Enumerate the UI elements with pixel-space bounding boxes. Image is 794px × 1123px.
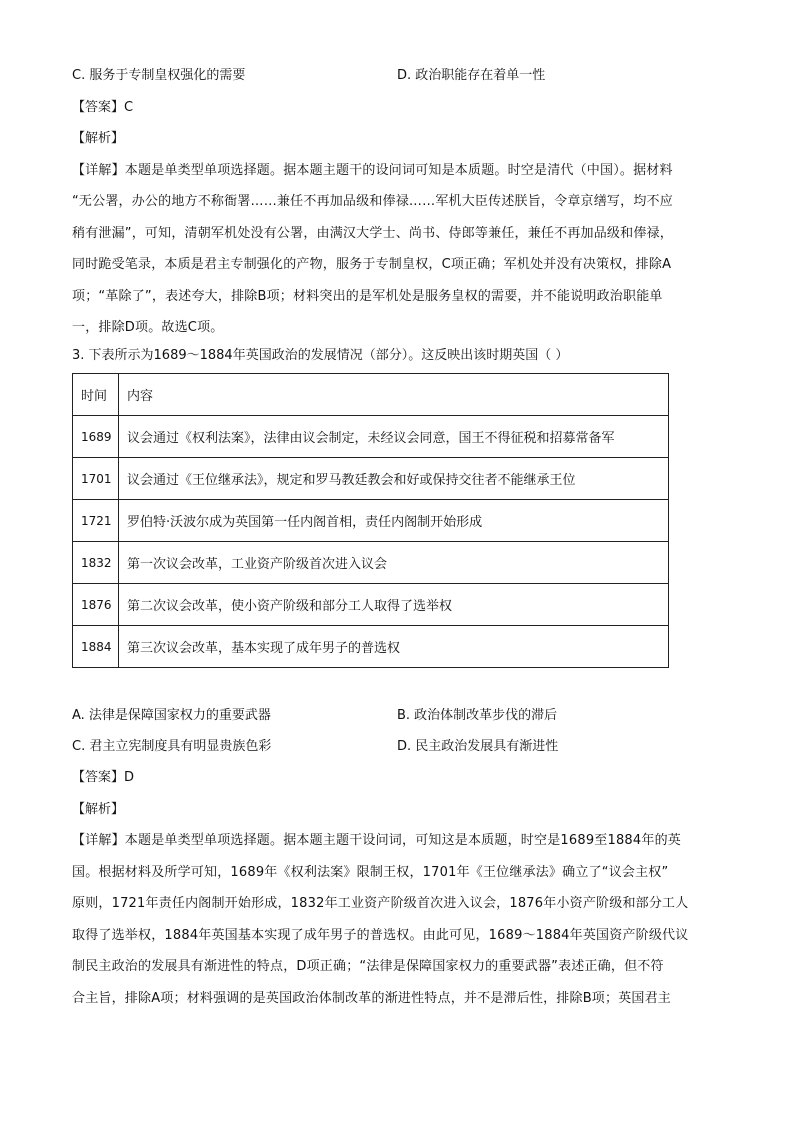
q2-detail-line: “无公署，办公的地方不称衙署……兼任不再加品级和俸禄……军机大臣传述朕旨，令章京缮写，均不应 <box>72 194 673 209</box>
answer-label: 【答案】 <box>72 100 125 115</box>
table-header-row <box>73 374 669 416</box>
content-cell: 罗伯特·沃波尔成为英国第一任内阁首相，责任内阁制开始形成 <box>119 500 669 542</box>
q3-option-d: D. 民主政治发展具有渐进性 <box>397 739 559 754</box>
q3-detail-line: 取得了选举权，1884年英国基本实现了成年男子的普选权。由此可见，1689～1884年英国资产阶级代议 <box>72 928 689 943</box>
content-cell: 第三次议会改革，基本实现了成年男子的普选权 <box>119 626 669 668</box>
q3-option-a: A. 法律是保障国家权力的重要武器 <box>72 708 271 723</box>
history-table <box>72 373 669 668</box>
q2-detail-line: 项；“革除了”，表述夸大，排除B项；材料突出的是军机处是服务皇权的需要，并不能说明政治职能单 <box>72 289 663 304</box>
q2-answer <box>72 98 133 118</box>
q2-detail-line: 一，排除D项。故选C项。 <box>72 320 224 335</box>
year-cell: 1689 <box>73 416 119 458</box>
table-row <box>73 416 669 458</box>
q3-option-b: B. 政治体制改革步伐的滞后 <box>397 708 558 723</box>
q3-analysis-label: 【解析】 <box>72 802 125 817</box>
column-header-time: 时间 <box>73 374 119 416</box>
q2-option-d: D. 政治职能存在着单一性 <box>397 68 546 83</box>
content-cell: 第二次议会改革，使小资产阶级和部分工人取得了选举权 <box>119 584 669 626</box>
content-cell: 第一次议会改革，工业资产阶级首次进入议会 <box>119 542 669 584</box>
year-cell: 1721 <box>73 500 119 542</box>
answer-value: C <box>124 100 134 115</box>
q2-detail-line: 稍有泄漏”，可知，清朝军机处没有公署，由满汉大学士、尚书、侍郎等兼任，兼任不再加品级和俸禄， <box>72 226 673 241</box>
answer-value: D <box>124 770 135 785</box>
table-row <box>73 584 669 626</box>
answer-label: 【答案】 <box>72 770 125 785</box>
q3-answer <box>72 768 134 788</box>
year-cell: 1832 <box>73 542 119 584</box>
q2-detail-line: 同时跪受笔录，本质是君主专制强化的产物，服务于专制皇权，C项正确；军机处并没有决策权，排除A <box>72 257 672 272</box>
column-header-content: 内容 <box>119 374 669 416</box>
table-row <box>73 626 669 668</box>
q3-option-c: C. 君主立宪制度具有明显贵族色彩 <box>72 739 272 754</box>
q3-detail-line: 制民主政治的发展具有渐进性的特点，D项正确；“法律是保障国家权力的重要武器”表述正确，但不符 <box>72 959 664 974</box>
q3-detail-line: 原则，1721年责任内阁制开始形成，1832年工业资产阶级首次进入议会，1876年小资产阶级和部分工人 <box>72 896 689 911</box>
table-row <box>73 458 669 500</box>
table-row <box>73 542 669 584</box>
q2-detail-line: 【详解】本题是单类型单项选择题。据本题主题干的设问词可知是本质题。时空是清代（中国）。据材料 <box>72 163 673 178</box>
year-cell: 1876 <box>73 584 119 626</box>
q3-detail-line: 国。根据材料及所学可知，1689年《权利法案》限制王权，1701年《王位继承法》确立了“议会主权” <box>72 865 669 880</box>
q2-analysis-label: 【解析】 <box>72 131 125 146</box>
q3-detail-line: 合主旨，排除A项；材料强调的是英国政治体制改革的渐进性特点，并不是滞后性，排除B项；英国君主 <box>72 991 672 1006</box>
year-cell: 1701 <box>73 458 119 500</box>
year-cell: 1884 <box>73 626 119 668</box>
content-cell: 议会通过《王位继承法》，规定和罗马教廷教会和好或保持交往者不能继承王位 <box>119 458 669 500</box>
q3-stem: 3. 下表所示为1689～1884年英国政治的发展情况（部分）。这反映出该时期英国（ ） <box>72 348 569 363</box>
table-row <box>73 500 669 542</box>
q3-detail-line: 【详解】本题是单类型单项选择题。据本题主题干设问词，可知这是本质题，时空是1689至1884年的英 <box>72 833 681 848</box>
q2-option-c: C. 服务于专制皇权强化的需要 <box>72 68 246 83</box>
content-cell: 议会通过《权利法案》，法律由议会制定，未经议会同意，国王不得征税和招募常备军 <box>119 416 669 458</box>
